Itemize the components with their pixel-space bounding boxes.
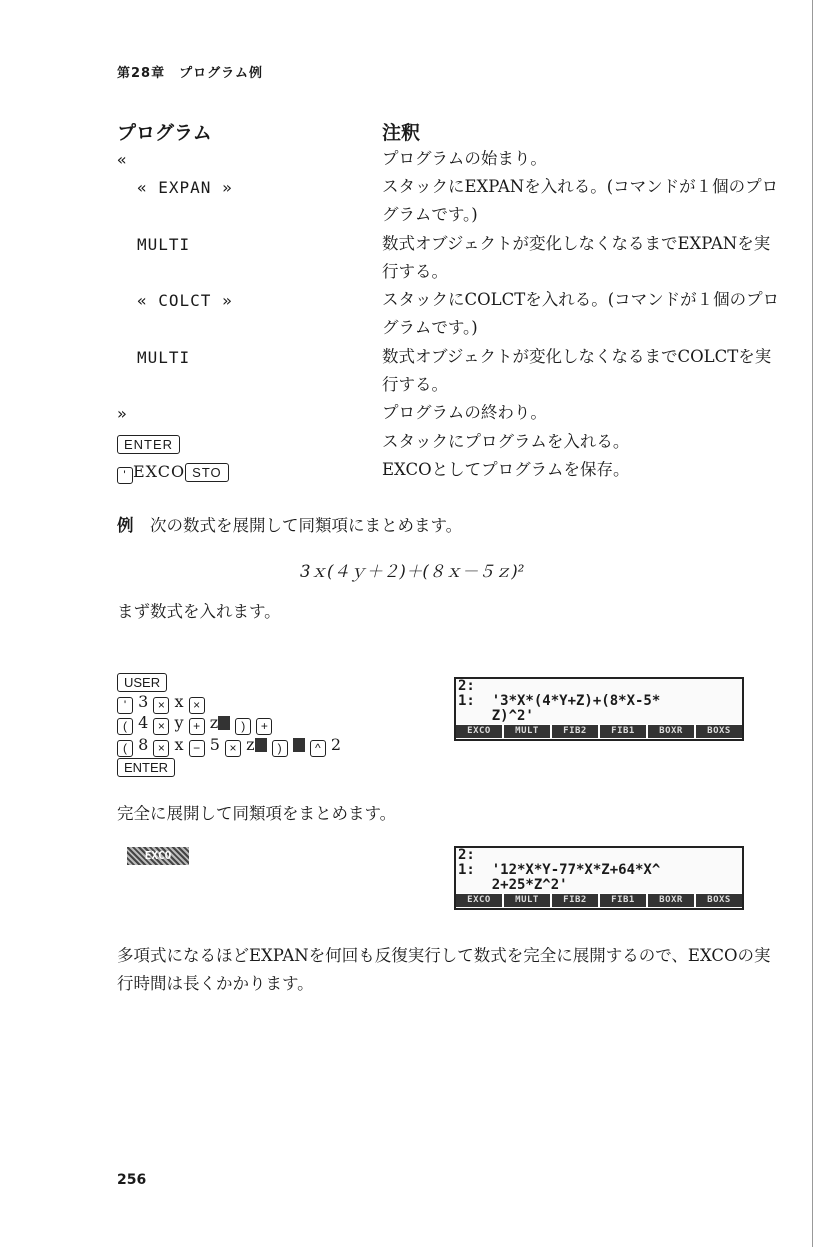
- menu-exco: EXCO: [456, 725, 502, 738]
- menu-exco: EXCO: [456, 894, 502, 907]
- note-3: 数式オブジェクトが変化しなくなるまでEXPANを実行する。: [382, 234, 771, 281]
- program-name: EXCO: [133, 462, 186, 481]
- example-formula: 3ｘ(４ｙ＋２)＋(８ｘ－５ｚ)²: [300, 562, 525, 581]
- program-line-4: « COLCT »: [137, 291, 233, 310]
- user-key-line: [117, 672, 167, 692]
- digit-5: 5: [209, 735, 220, 754]
- page-number: 256: [117, 1172, 147, 1188]
- stack-level-1-cont: Z)^2': [458, 708, 534, 724]
- shift-key-icon: [218, 716, 230, 730]
- keystroke-line-3: [117, 735, 341, 757]
- program-line-5: MULTI: [137, 348, 191, 367]
- times-key: ×: [153, 697, 169, 714]
- note-4: スタックにCOLCTを入れる。(コマンドが１個のプログラムです。): [382, 290, 780, 337]
- program-line-2: « EXPAN »: [137, 178, 233, 197]
- digit-8: 8: [138, 735, 149, 754]
- var-y: y: [174, 713, 184, 732]
- power-key: ^: [310, 740, 326, 757]
- menu-fib1: FIB1: [600, 894, 646, 907]
- sto-key: STO: [185, 463, 229, 482]
- program-line-6: »: [117, 404, 128, 423]
- menu-boxs: BOXS: [696, 725, 742, 738]
- note-1: プログラムの始まり。: [382, 149, 547, 168]
- var-z: z: [209, 713, 219, 732]
- chapter-header: 第28章 プログラム例: [117, 66, 263, 81]
- example-label: 例: [117, 516, 134, 535]
- note-2: スタックにEXPANを入れる。(コマンドが１個のプログラムです。): [382, 177, 779, 224]
- plus-key: +: [256, 718, 272, 735]
- rparen-key: ): [272, 740, 288, 757]
- lparen-key: (: [117, 740, 133, 757]
- digit-2: 2: [330, 735, 342, 754]
- var-x: x: [174, 692, 184, 711]
- store-key-line: [117, 462, 229, 484]
- exco-menu-key: EXCO: [127, 847, 189, 865]
- shift-key-icon: [293, 738, 305, 752]
- quote-key: ': [117, 697, 133, 714]
- program-column-heading: プログラム: [117, 122, 212, 144]
- minus-key: −: [189, 740, 205, 757]
- digit-4: 4: [138, 713, 149, 732]
- menu-mult: MULT: [504, 894, 550, 907]
- note-5: 数式オブジェクトが変化しなくなるまでCOLCTを実行する。: [382, 347, 772, 394]
- quote-key: ': [117, 467, 133, 484]
- menu-fib1: FIB1: [600, 725, 646, 738]
- menu-mult: MULT: [504, 725, 550, 738]
- step1-text: まず数式を入れます。: [117, 602, 281, 621]
- calculator-screen-2: [454, 846, 744, 910]
- menu-boxr: BOXR: [648, 725, 694, 738]
- note-6: プログラムの終わり。: [382, 403, 547, 422]
- stack-level-1-cont: 2+25*Z^2': [458, 877, 568, 893]
- shift-key-icon: [255, 738, 267, 752]
- stack-level-1: 1: '12*X*Y-77*X*Z+64*X^: [458, 862, 661, 878]
- lparen-key: (: [117, 718, 133, 735]
- menu-bar: [456, 724, 742, 739]
- times-key: ×: [153, 718, 169, 735]
- enter-key-line-2: [117, 757, 175, 777]
- var-x: x: [174, 735, 184, 754]
- times-key: ×: [189, 697, 205, 714]
- page-edge-rule: [812, 0, 813, 1247]
- times-key: ×: [153, 740, 169, 757]
- var-z: z: [246, 735, 255, 754]
- keystroke-line-2: [117, 713, 272, 735]
- stack-level-2: 2:: [458, 847, 475, 863]
- menu-fib2: FIB2: [552, 725, 598, 738]
- menu-bar: [456, 893, 742, 908]
- note-7: スタックにプログラムを入れる。: [382, 432, 630, 451]
- digit-3: 3: [138, 692, 149, 711]
- rparen-key: ): [235, 718, 251, 735]
- stack-level-1: 1: '3*X*(4*Y+Z)+(8*X-5*: [458, 693, 661, 709]
- times-key: ×: [225, 740, 241, 757]
- enter-key: ENTER: [117, 435, 180, 454]
- closing-paragraph: 多項式になるほどEXPANを何回も反復実行して数式を完全に展開するので、EXCOの実行時間は長くかかります。: [117, 946, 771, 993]
- menu-fib2: FIB2: [552, 894, 598, 907]
- user-key: USER: [117, 673, 167, 692]
- step2-text: 完全に展開して同類項をまとめます。: [117, 804, 397, 823]
- menu-boxr: BOXR: [648, 894, 694, 907]
- enter-key-line: [117, 434, 180, 454]
- keystroke-line-1: [117, 692, 205, 714]
- note-8: EXCOとしてプログラムを保存。: [382, 460, 630, 479]
- program-line-1: «: [117, 150, 128, 169]
- example-intro: [117, 512, 777, 540]
- calculator-screen-1: [454, 677, 744, 741]
- menu-boxs: BOXS: [696, 894, 742, 907]
- program-line-3: MULTI: [137, 235, 191, 254]
- plus-key: +: [189, 718, 205, 735]
- notes-column-heading: 注釈: [382, 122, 421, 144]
- enter-key: ENTER: [117, 758, 175, 777]
- stack-level-2: 2:: [458, 678, 475, 694]
- example-text: 次の数式を展開して同類項にまとめます。: [150, 516, 463, 535]
